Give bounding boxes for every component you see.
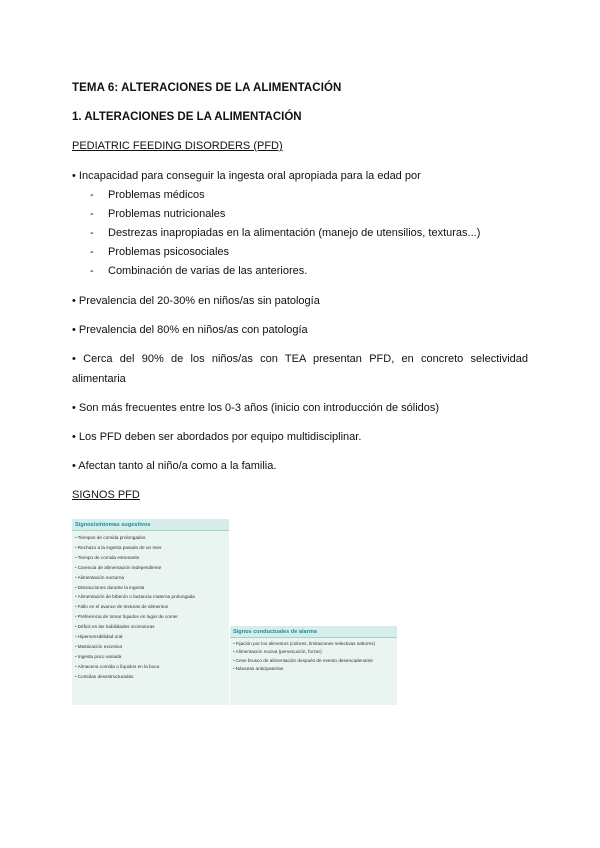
sub-list-item: - Destrezas inapropiadas en la alimentación (manejo de utensilios, texturas...) bbox=[90, 227, 481, 239]
table-row: •Tiempos de comida prolongados bbox=[75, 535, 146, 540]
paragraph-prevalence-with: • Prevalencia del 80% en niños/as con patología bbox=[72, 324, 308, 336]
paragraph-family: • Afectan tanto al niño/a como a la familia. bbox=[72, 460, 277, 472]
paragraph-prevalence-without: • Prevalencia del 20-30% en niños/as sin patología bbox=[72, 295, 320, 307]
document-title: TEMA 6: ALTERACIONES DE LA ALIMENTACIÓN bbox=[72, 82, 342, 94]
table-row: •Ingesta poco variada bbox=[75, 653, 122, 659]
table-row: •Comidas desestructuradas bbox=[75, 673, 134, 679]
behavioral-alarm-signs-table bbox=[230, 626, 397, 705]
table-row: •Masticación excesiva bbox=[75, 643, 122, 649]
table-row: •Alimentación nociva (persecución, forzar) bbox=[233, 649, 322, 655]
section-heading: 1. ALTERACIONES DE LA ALIMENTACIÓN bbox=[72, 111, 302, 123]
sub-list-item: - Problemas psicosociales bbox=[90, 246, 230, 258]
table-list bbox=[72, 531, 229, 682]
table-row: •Alimentación nocturna bbox=[75, 574, 125, 580]
table-row: •Distracciones durante la ingesta bbox=[75, 584, 145, 590]
dash-marker: - bbox=[90, 189, 94, 201]
table-header: Signos conductuales de alarma bbox=[230, 626, 397, 638]
table-row: •Náuseas anticipatorias bbox=[233, 666, 284, 672]
sub-list-item: - Problemas médicos bbox=[90, 189, 205, 201]
dash-marker: - bbox=[90, 208, 94, 220]
pfd-heading: PEDIATRIC FEEDING DISORDERS (PFD) bbox=[72, 140, 283, 152]
table-header: Signos/síntomas sugestivos bbox=[72, 519, 229, 531]
dash-marker: - bbox=[90, 246, 94, 258]
table-row: •Tiempo de comida estresante bbox=[75, 554, 140, 560]
table-row: •Preferencia de tomar líquidos en lugar de comer bbox=[75, 614, 178, 620]
intro-bullet: • Incapacidad para conseguir la ingesta oral apropiada para la edad por bbox=[72, 170, 421, 182]
paragraph-tea: • Cerca del 90% de los niños/as con TEA presentan PFD, en concreto selectividad alimentaria bbox=[72, 353, 528, 385]
dash-marker: - bbox=[90, 227, 94, 239]
table-row: •Almacena comida o líquidos en la boca bbox=[75, 663, 160, 669]
table-row: •Déficit en las habilidades oromotoras bbox=[75, 624, 155, 630]
paragraph-age: • Son más frecuentes entre los 0-3 años (inicio con introducción de sólidos) bbox=[72, 402, 440, 414]
table-row: •Hipersensibilidad oral bbox=[75, 634, 123, 640]
suggestive-signs-table bbox=[72, 519, 229, 705]
table-row: •Fallo en el avance de texturas de alimentos bbox=[75, 604, 169, 610]
signos-heading: SIGNOS PFD bbox=[72, 489, 140, 501]
table-row: •Carencia de alimentación independiente bbox=[75, 564, 162, 570]
dash-marker: - bbox=[90, 265, 94, 277]
table-row: •Cese brusco de alimentación después de evento desencadenante bbox=[233, 657, 373, 663]
paragraph-multidisciplinary: • Los PFD deben ser abordados por equipo multidisciplinar. bbox=[72, 431, 362, 443]
sub-list-item: - Problemas nutricionales bbox=[90, 208, 226, 220]
table-list bbox=[230, 638, 397, 674]
table-row: •Fijación por los alimentos (colores, limitaciones selectivas sabores) bbox=[233, 641, 376, 646]
sub-list-item: - Combinación de varias de las anteriores. bbox=[90, 265, 308, 277]
table-row: •Rechazo a la ingesta pasado de un mes bbox=[75, 544, 162, 550]
table-row: •Alimentación de biberón o lactancia materna prolongada bbox=[75, 594, 195, 600]
